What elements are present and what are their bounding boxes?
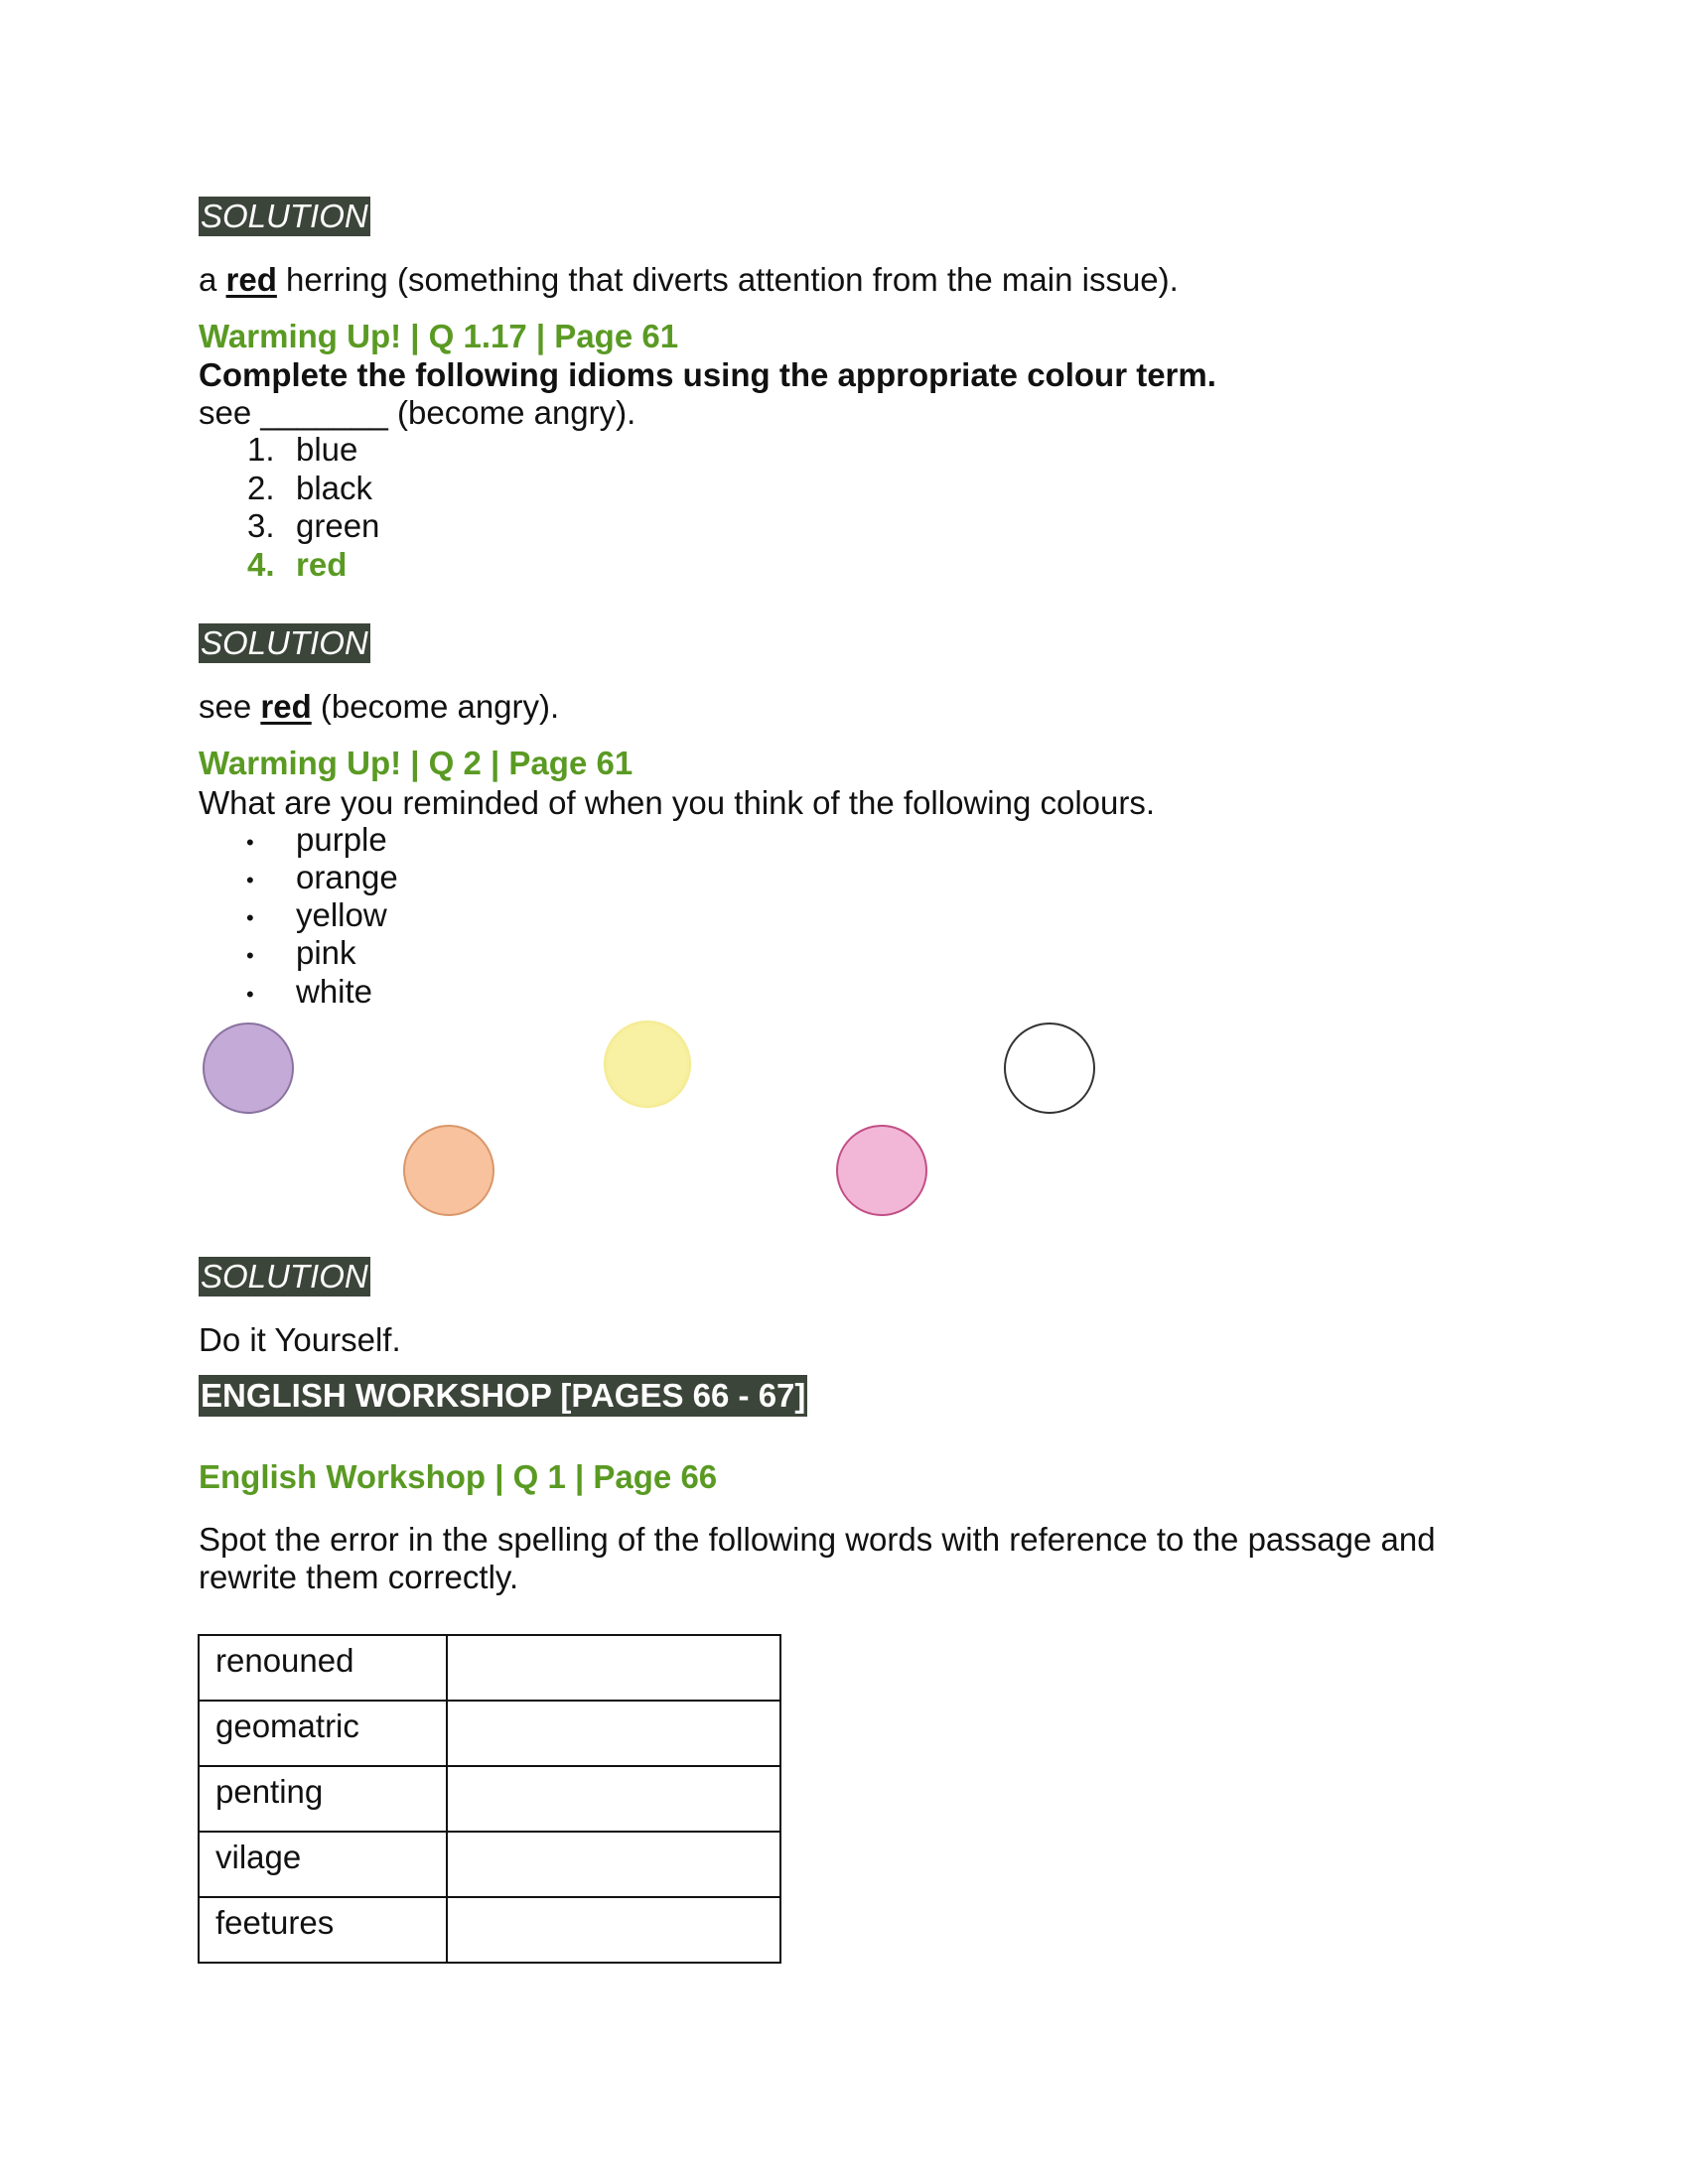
table-row (199, 1832, 780, 1897)
option-number-correct: 4. (247, 546, 275, 583)
question-text: What are you reminded of when you think of the following colours. (199, 784, 1156, 821)
solution-label: SOLUTION (201, 198, 368, 234)
misspelled-word: renouned (199, 1635, 447, 1701)
option-text-correct: red (296, 546, 348, 583)
option-text: green (296, 507, 380, 544)
question-heading: Warming Up! | Q 2 | Page 61 (199, 745, 633, 781)
option-text: blue (296, 431, 358, 468)
solution-prefix: see (199, 688, 261, 725)
bullet-icon: • (246, 868, 254, 892)
section-banner: ENGLISH WORKSHOP [PAGES 66 - 67] (199, 1375, 807, 1417)
answer-cell[interactable] (447, 1766, 780, 1832)
bullet-icon: • (246, 943, 254, 968)
table-row (199, 1766, 780, 1832)
colour-item: purple (296, 821, 387, 858)
answer-cell[interactable] (447, 1897, 780, 1963)
solution-text: Do it Yourself. (199, 1321, 401, 1358)
purple-circle-icon (203, 1023, 294, 1114)
table-row (199, 1897, 780, 1963)
colour-item: orange (296, 859, 398, 895)
question-instruction: Complete the following idioms using the appropriate colour term. (199, 356, 1216, 393)
misspelled-word: vilage (199, 1832, 447, 1897)
option-number: 1. (247, 431, 275, 468)
yellow-circle-icon (604, 1021, 691, 1108)
misspelled-word: feetures (199, 1897, 447, 1963)
colour-item: white (296, 973, 373, 1010)
white-circle-icon (1004, 1023, 1095, 1114)
solution-label: SOLUTION (201, 624, 368, 661)
question-text-line1: Spot the error in the spelling of the following words with reference to the passage and (199, 1521, 1436, 1558)
option-number: 3. (247, 507, 275, 544)
question-heading: Warming Up! | Q 1.17 | Page 61 (199, 318, 679, 354)
prompt-blank: _______ (260, 394, 388, 431)
answer-word: red (225, 261, 277, 298)
bullet-icon: • (246, 905, 254, 930)
question-text-line2: rewrite them correctly. (199, 1559, 519, 1595)
answer-cell[interactable] (447, 1635, 780, 1701)
prompt-prefix: see (199, 394, 261, 431)
option-text: black (296, 470, 373, 506)
spelling-table (198, 1634, 781, 1964)
solution-suffix: (become angry). (311, 688, 560, 725)
solution-label: SOLUTION (201, 1258, 368, 1295)
colour-item: pink (296, 934, 356, 971)
prompt-suffix: (become angry). (387, 394, 636, 431)
bullet-icon: • (246, 830, 254, 855)
option-number: 2. (247, 470, 275, 506)
table-row (199, 1635, 780, 1701)
solution-text (199, 261, 1179, 299)
pink-circle-icon (836, 1125, 927, 1216)
answer-cell[interactable] (447, 1832, 780, 1897)
table-row (199, 1701, 780, 1766)
solution-text (199, 688, 559, 726)
colour-item: yellow (296, 896, 387, 933)
bullet-icon: • (246, 982, 254, 1007)
orange-circle-icon (403, 1125, 494, 1216)
question-prompt (199, 394, 635, 432)
misspelled-word: geomatric (199, 1701, 447, 1766)
answer-suffix: herring (something that diverts attention from the main issue). (276, 261, 1179, 298)
misspelled-word: penting (199, 1766, 447, 1832)
answer-word: red (260, 688, 312, 725)
question-heading: English Workshop | Q 1 | Page 66 (199, 1458, 718, 1495)
answer-cell[interactable] (447, 1701, 780, 1766)
answer-prefix: a (199, 261, 226, 298)
